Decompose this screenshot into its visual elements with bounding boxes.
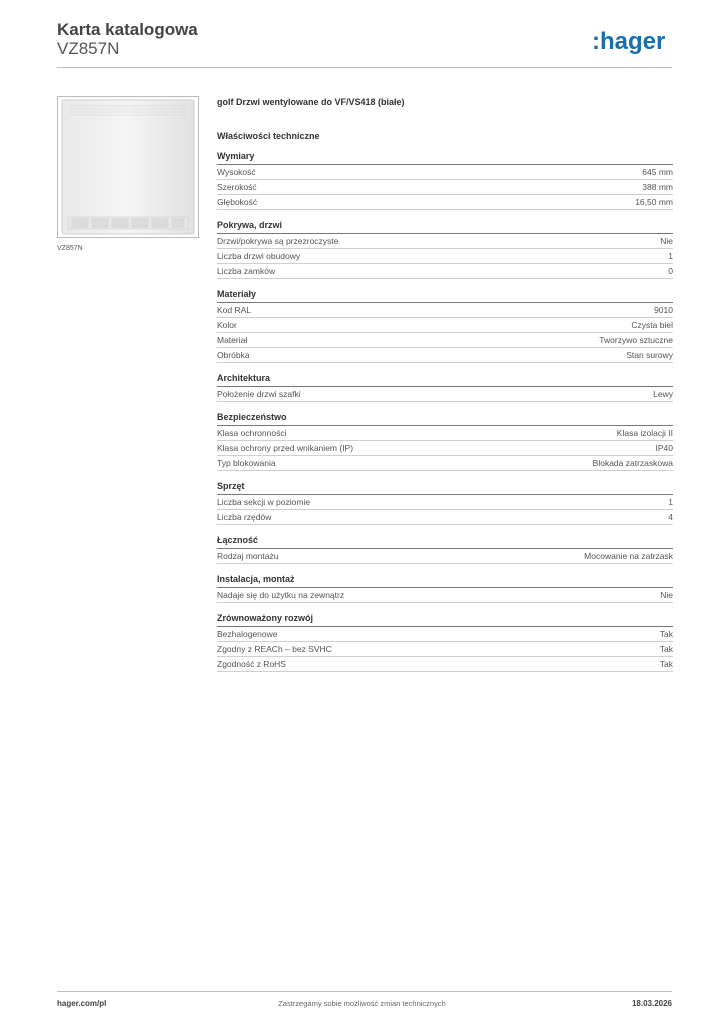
hager-logo xyxy=(592,27,674,57)
product-code: VZ857N xyxy=(57,39,120,58)
spec-group-heading: Architektura xyxy=(217,372,673,387)
product-image xyxy=(57,96,199,238)
spec-group xyxy=(217,480,673,525)
image-caption: VZ857N xyxy=(57,245,83,252)
spec-label: Obróbka xyxy=(217,350,250,360)
spec-group xyxy=(217,612,673,672)
spec-groups xyxy=(217,150,673,672)
spec-row xyxy=(217,333,673,348)
spec-label: Liczba rzędów xyxy=(217,512,272,522)
spec-group xyxy=(217,219,673,279)
spec-value: Tak xyxy=(659,629,673,639)
hager-logo-text: :hager xyxy=(592,28,666,55)
spec-group-heading: Zrównoważony rozwój xyxy=(217,612,673,627)
spec-label: Wysokość xyxy=(217,167,256,177)
spec-row xyxy=(217,456,673,471)
spec-label: Liczba sekcji w poziomie xyxy=(217,497,311,507)
spec-row xyxy=(217,627,673,642)
spec-label: Typ blokowania xyxy=(217,458,276,468)
spec-label: Kolor xyxy=(217,320,237,330)
spec-label: Zgodność z RoHS xyxy=(217,659,286,669)
spec-row xyxy=(217,426,673,441)
spec-value: Mocowanie na zatrzask xyxy=(584,551,673,561)
spec-row xyxy=(217,588,673,603)
spec-group-heading: Bezpieczeństwo xyxy=(217,411,673,426)
spec-label: Materiał xyxy=(217,335,248,345)
spec-value: 1 xyxy=(668,251,673,261)
spec-group-heading: Instalacja, montaż xyxy=(217,573,673,588)
spec-group-heading: Materiały xyxy=(217,288,673,303)
footer-disclaimer: Zastrzegamy sobie możliwość zmian technicznych xyxy=(278,999,446,1008)
spec-row xyxy=(217,264,673,279)
spec-group-heading: Pokrywa, drzwi xyxy=(217,219,673,234)
spec-row xyxy=(217,642,673,657)
spec-group xyxy=(217,372,673,402)
spec-group xyxy=(217,288,673,363)
spec-group xyxy=(217,534,673,564)
spec-row xyxy=(217,495,673,510)
spec-row xyxy=(217,180,673,195)
header-divider xyxy=(57,67,672,68)
spec-row xyxy=(217,348,673,363)
spec-label: Drzwi/pokrywa są przezroczyste xyxy=(217,236,339,246)
spec-value: 1 xyxy=(668,497,673,507)
spec-row xyxy=(217,387,673,402)
spec-group-heading: Łączność xyxy=(217,534,673,549)
properties-heading: Właściwości techniczne xyxy=(217,131,320,141)
spec-row xyxy=(217,195,673,210)
spec-value: Czysta biel xyxy=(631,320,673,330)
specification-content xyxy=(217,96,673,681)
spec-value: Tak xyxy=(659,644,673,654)
spec-label: Głębokość xyxy=(217,197,258,207)
spec-group-heading: Wymiary xyxy=(217,150,673,165)
spec-label: Nadaje się do użytku na zewnątrz xyxy=(217,590,345,600)
spec-label: Szerokość xyxy=(217,182,257,192)
spec-row xyxy=(217,249,673,264)
spec-row xyxy=(217,303,673,318)
ventilated-door-illustration xyxy=(58,97,198,237)
spec-group-heading: Sprzęt xyxy=(217,480,673,495)
spec-value: Stan surowy xyxy=(626,350,673,360)
spec-value: Nie xyxy=(660,590,673,600)
spec-label: Klasa ochrony przed wnikaniem (IP) xyxy=(217,443,354,453)
spec-row xyxy=(217,234,673,249)
spec-label: Kod RAL xyxy=(217,305,252,315)
spec-row xyxy=(217,165,673,180)
spec-group xyxy=(217,150,673,210)
spec-value: Tak xyxy=(659,659,673,669)
spec-label: Liczba zamków xyxy=(217,266,276,276)
spec-value: Blokada zatrzaskowa xyxy=(592,458,673,468)
spec-row xyxy=(217,510,673,525)
spec-row xyxy=(217,549,673,564)
product-title: golf Drzwi wentylowane do VF/VS418 (białe) xyxy=(217,97,405,107)
footer-date: 18.03.2026 xyxy=(631,999,672,1008)
spec-label: Bezhalogenowe xyxy=(217,629,278,639)
spec-value: 645 mm xyxy=(642,167,673,177)
spec-value: 388 mm xyxy=(642,182,673,192)
spec-value: 0 xyxy=(668,266,673,276)
spec-label: Zgodny z REACh – bez SVHC xyxy=(217,644,332,654)
spec-group xyxy=(217,411,673,471)
spec-row xyxy=(217,441,673,456)
spec-label: Rodzaj montażu xyxy=(217,551,279,561)
spec-label: Położenie drzwi szafki xyxy=(217,389,301,399)
spec-row xyxy=(217,318,673,333)
spec-value: 9010 xyxy=(654,305,673,315)
footer-website-link[interactable]: hager.com/pl xyxy=(57,999,107,1008)
spec-label: Klasa ochronności xyxy=(217,428,287,438)
spec-value: Tworzywo sztuczne xyxy=(599,335,673,345)
spec-value: IP40 xyxy=(655,443,673,453)
spec-group xyxy=(217,573,673,603)
spec-row xyxy=(217,657,673,672)
spec-value: Klasa izolacji II xyxy=(616,428,673,438)
spec-value: 4 xyxy=(668,512,673,522)
spec-value: Lewy xyxy=(653,389,673,399)
page-title: Karta katalogowa xyxy=(57,20,198,39)
footer-divider xyxy=(57,991,672,992)
spec-value: Nie xyxy=(660,236,673,246)
spec-label: Liczba drzwi obudowy xyxy=(217,251,301,261)
spec-value: 16,50 mm xyxy=(635,197,673,207)
